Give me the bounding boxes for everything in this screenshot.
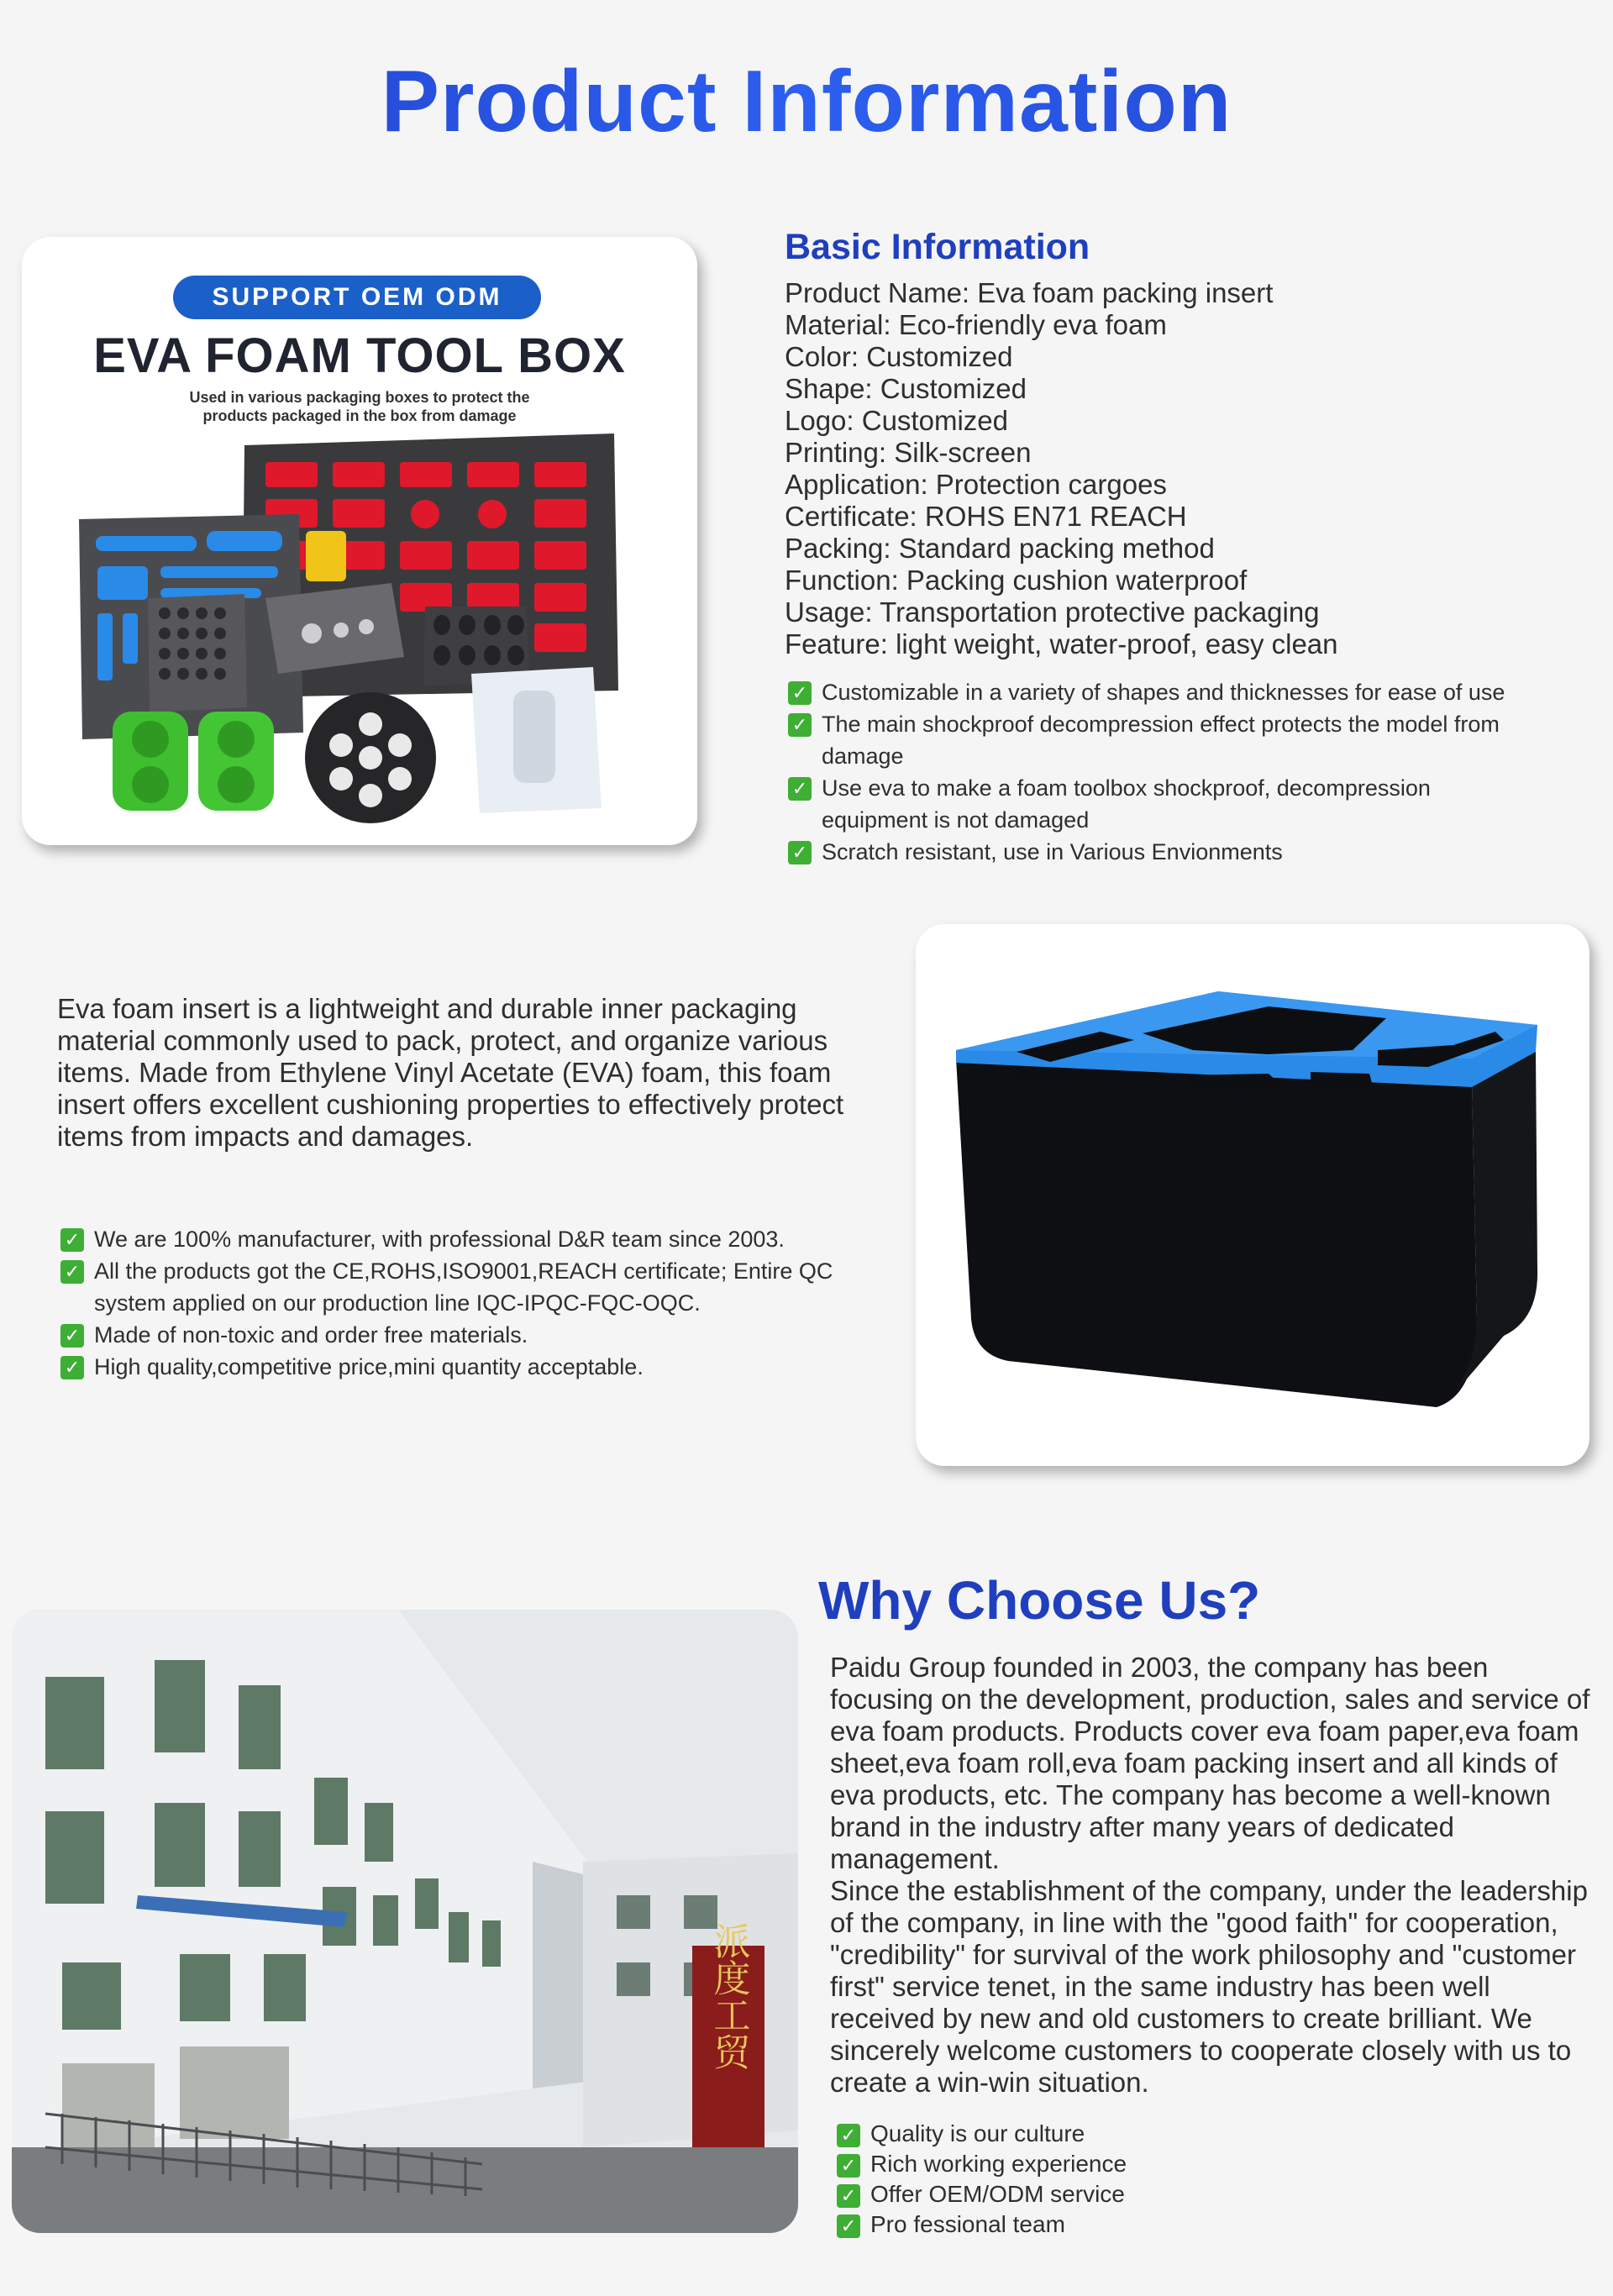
- why-us-heading: Why Choose Us?: [818, 1570, 1261, 1631]
- why-us-point: ✓ Offer OEM/ODM service: [835, 2179, 1339, 2209]
- toolbox-image-card: [22, 237, 697, 845]
- spec-item: Printing: Silk-screen: [785, 437, 1032, 468]
- feature-item: ✓ Use eva to make a foam toolbox shockproof, decompression equipment is not damaged: [786, 772, 1542, 836]
- white-foam-box: [471, 667, 602, 813]
- foam-insert-illustration: [916, 924, 1589, 1466]
- factory-photo-card: [12, 1610, 798, 2233]
- insert-description: Eva foam insert is a lightweight and durable inner packaging material commonly used to pack, protect, and organize various items. Made from Ethylene Vinyl Acetate (EVA) foam, this foam insert offers excellent cushioning properties to effectively protect items from impacts and damages.: [57, 993, 844, 1152]
- spec-item: Material: Eco-friendly eva foam: [785, 309, 1167, 340]
- spec-item: Shape: Customized: [785, 373, 1027, 404]
- spec-item: Application: Protection cargoes: [785, 469, 1167, 500]
- insert-point: ✓ We are 100% manufacturer, with professional D&R team since 2003.: [59, 1223, 840, 1255]
- spec-item: Function: Packing cushion waterproof: [785, 565, 1248, 596]
- check-icon: ✓: [788, 841, 812, 864]
- grid-foam-tray: [148, 594, 247, 712]
- spec-item: Logo: Customized: [785, 405, 1008, 436]
- spec-item: Certificate: ROHS EN71 REACH: [785, 501, 1187, 532]
- insert-point: ✓ High quality,competitive price,mini quantity acceptable.: [59, 1351, 840, 1383]
- yellow-tool-slot: [306, 531, 346, 581]
- spec-item: Packing: Standard packing method: [785, 533, 1215, 564]
- insert-points: [59, 1223, 840, 1383]
- factory-building-illustration: [12, 1610, 798, 2233]
- insert-point: ✓ All the products got the CE,ROHS,ISO9001,REACH certificate; Entire QC system applied on our production line IQC-IPQC-FQC-OQC.: [59, 1255, 840, 1319]
- spec-item: Color: Customized: [785, 341, 1013, 372]
- check-icon: ✓: [837, 2154, 860, 2178]
- spec-item: Feature: light weight, water-proof, easy clean: [785, 628, 1338, 659]
- page-title: Product Information: [0, 52, 1613, 152]
- basic-info-specs: [785, 277, 1338, 660]
- feature-item: ✓ Customizable in a variety of shapes and thicknesses for ease of use: [786, 676, 1542, 708]
- feature-item: ✓ The main shockproof decompression effect protects the model from damage: [786, 708, 1542, 772]
- check-icon: ✓: [60, 1356, 84, 1379]
- why-us-point: ✓ Rich working experience: [835, 2149, 1339, 2179]
- spec-item: Usage: Transportation protective packaging: [785, 596, 1320, 628]
- basic-info-features: [786, 676, 1542, 868]
- insert-point: ✓ Made of non-toxic and order free materials.: [59, 1319, 840, 1351]
- why-us-paragraph-2: Since the establishment of the company, under the leadership of the company, in line with the "good faith" for cooperation, "credibility" for survival of the work philosophy and "customer first" service tenet, in the same industry has been well received by new and old customers to create brilliant. We sincerely welcome customers to cooperate closely with us to create a win-win situation.: [830, 1875, 1588, 2098]
- toolbox-subtitle-line1: Used in various packaging boxes to protect the: [189, 389, 530, 406]
- check-icon: ✓: [788, 777, 812, 801]
- oem-odm-badge: SUPPORT OEM ODM: [173, 276, 541, 319]
- check-icon: ✓: [788, 713, 812, 737]
- feature-item: ✓ Scratch resistant, use in Various Envionments: [786, 836, 1542, 868]
- foam-inserts-illustration: [22, 237, 697, 845]
- check-icon: ✓: [837, 2124, 860, 2147]
- black-foam-disc: [305, 692, 436, 823]
- spec-item: Product Name: Eva foam packing insert: [785, 277, 1274, 308]
- toolbox-subtitle-line2: products packaged in the box from damage: [202, 407, 517, 424]
- why-us-points: [835, 2119, 1339, 2240]
- check-icon: ✓: [837, 2215, 860, 2238]
- why-us-paragraph-1: Paidu Group founded in 2003, the company has been focusing on the development, production, sales and service of eva foam products. Products cover eva foam paper,eva foam sheet,eva foam roll,eva foam packing insert and all kinds of eva products, etc. The company has become a well-known brand in the industry after many years of dedicated management.: [830, 1652, 1590, 1874]
- check-icon: ✓: [60, 1228, 84, 1252]
- basic-info-heading: Basic Information: [785, 227, 1090, 267]
- check-icon: ✓: [788, 681, 812, 705]
- why-us-point: ✓ Quality is our culture: [835, 2119, 1339, 2149]
- check-icon: ✓: [837, 2184, 860, 2208]
- why-us-point: ✓ Pro fessional team: [835, 2209, 1339, 2240]
- foam-insert-image-card: [916, 924, 1589, 1466]
- factory-sign-text: 派度工贸: [707, 1922, 750, 2070]
- toolbox-title: EVA FOAM TOOL BOX: [93, 328, 626, 383]
- check-icon: ✓: [60, 1324, 84, 1348]
- check-icon: ✓: [60, 1260, 84, 1284]
